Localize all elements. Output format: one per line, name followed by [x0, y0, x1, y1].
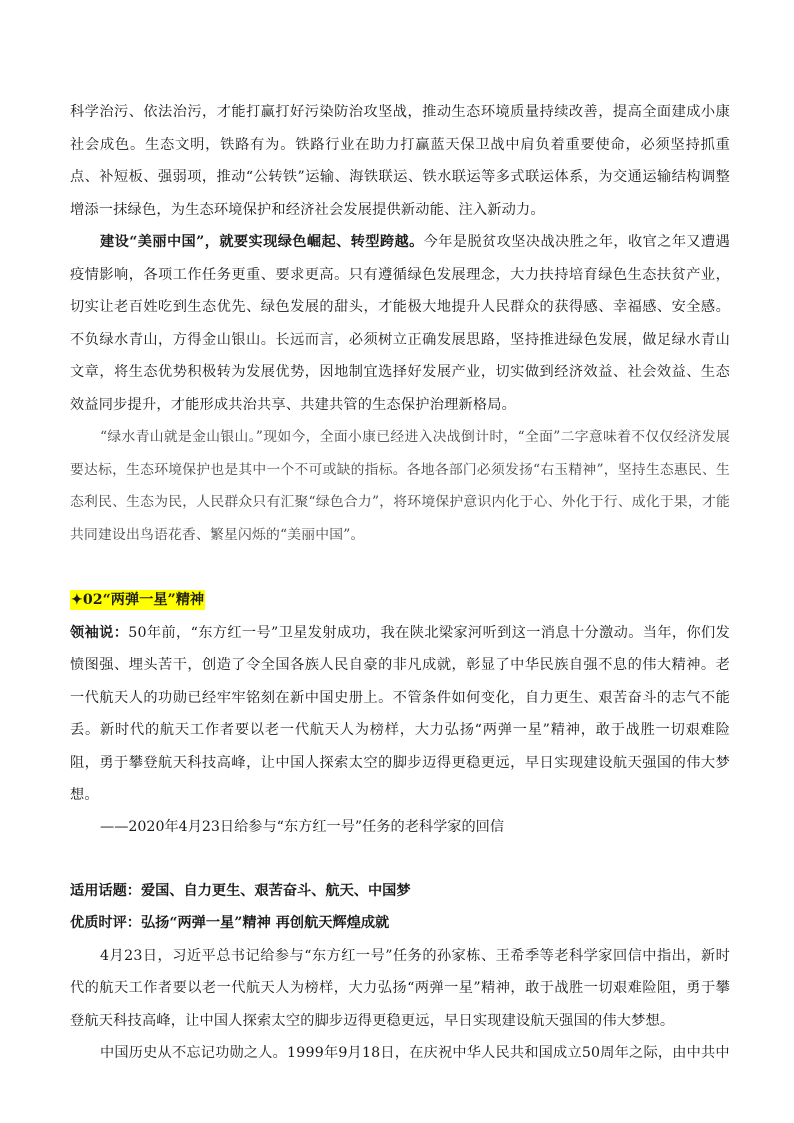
quote-text: 50年前，“东方红一号”卫星发射成功，我在陕北梁家河听到这一消息十分激动。当年，你们发愤图强、埋头苦干，创造了令全国各族人民自豪的非凡成就，彰显了中华民族自强不息的伟大精神。老一代航天人的功勋已经牢牢铭刻在新中国史册上。不管条件如何变化，自力更生、艰苦奋斗的志气不能丢。新时代的航天工作者要以老一代航天人为榜样，大力弘扬“两弹一星”精神，敢于战胜一切艰难险阻，勇于攀登航天科技高峰，让中国人探索太空的脚步迈得更稳更远，早日实现建设航天强国的伟大梦想。: [70, 624, 730, 803]
paragraph-continued: 科学治污、依法治污，才能打赢打好污染防治攻坚战，推动生态环境质量持续改善，提高全面建成小康社会成色。生态文明，铁路有为。铁路行业在助力打赢蓝天保卫战中肩负着重要使命，必须坚持抓重点、补短板、强弱项，推动“公转铁”运输、海铁联运、铁水联运等多式联运体系，为交通运输结构调整增添一抹绿色，为生态环境保护和经济社会发展提供新动能、注入新动力。: [70, 104, 730, 218]
leader-quote: [70, 617, 730, 812]
section-gap: [70, 551, 730, 584]
paragraph-lead-bold: 建设“美丽中国”，就要实现绿色崛起、转型跨越。: [100, 234, 424, 250]
document-page: [70, 96, 730, 1070]
paragraph-green-mountains: “绿水青山就是金山银山。”现如今，全面小康已经进入决战倒计时，“全面”二字意味着不仅仅经济发展要达标，生态环境保护也是其中一个不可或缺的指标。各地各部门必须发扬“右玉精神”，坚持生态惠民、生态利民、生态为民，人民群众只有汇聚“绿色合力”，将环境保护意识内化于心、外化于行、成化于果，才能共同建设出鸟语花香、繁星闪烁的“美丽中国”。: [70, 429, 730, 543]
paragraph-body: 今年是脱贫攻坚决战决胜之年，收官之年又遭遇疫情影响，各项工作任务更重、要求更高。只有遵循绿色发展理念，大力扶持培育绿色生态扶贫产业，切实让老百姓吃到生态优先、绿色发展的甜头，才能极大地提升人民群众的获得感、幸福感、安全感。不负绿水青山，方得金山银山。长远而言，必须树立正确发展思路，坚持推进绿色发展，做足绿水青山文章，将生态优势积极转为发展优势，因地制宜选择好发展产业，切实做到经济效益、社会效益、生态效益同步提升，才能形成共治共享、共建共管的生态保护治理新格局。: [70, 234, 730, 413]
quote-source: ——2020年4月23日给参与“东方红一号”任务的老科学家的回信: [100, 818, 505, 835]
section-gap: [70, 842, 730, 875]
body-paragraph: 4月23日，习近平总书记给参与“东方红一号”任务的孙家栋、王希季等老科学家回信中指出，新时代的航天工作者要以老一代航天人为榜样，大力弘扬“两弹一星”精神，敢于战胜一切艰难险阻，勇于攀登航天科技高峰，让中国人探索太空的脚步迈得更稳更远，早日实现建设航天强国的伟大梦想。: [70, 947, 730, 1029]
topics-value: 爱国、自力更生、艰苦奋斗、航天、中国梦: [140, 882, 411, 899]
body-paragraph: 中国历史从不忘记功勋之人。1999年9月18日，在庆祝中华人民共和国成立50周年之际，由中共中: [100, 1045, 730, 1061]
section-heading: [70, 584, 730, 617]
highlighted-heading: ✦02“两弹一星”精神: [71, 592, 205, 608]
quality-commentary: [70, 907, 730, 940]
applicable-topics: [70, 875, 730, 908]
topics-label: 适用话题：: [70, 882, 141, 899]
quote-label: 领袖说：: [70, 624, 129, 641]
commentary-title: 弘扬“两弹一星”精神 再创航天辉煌成就: [140, 915, 390, 931]
commentary-label: 优质时评：: [70, 915, 141, 931]
paragraph-beautiful-china: [70, 226, 730, 421]
